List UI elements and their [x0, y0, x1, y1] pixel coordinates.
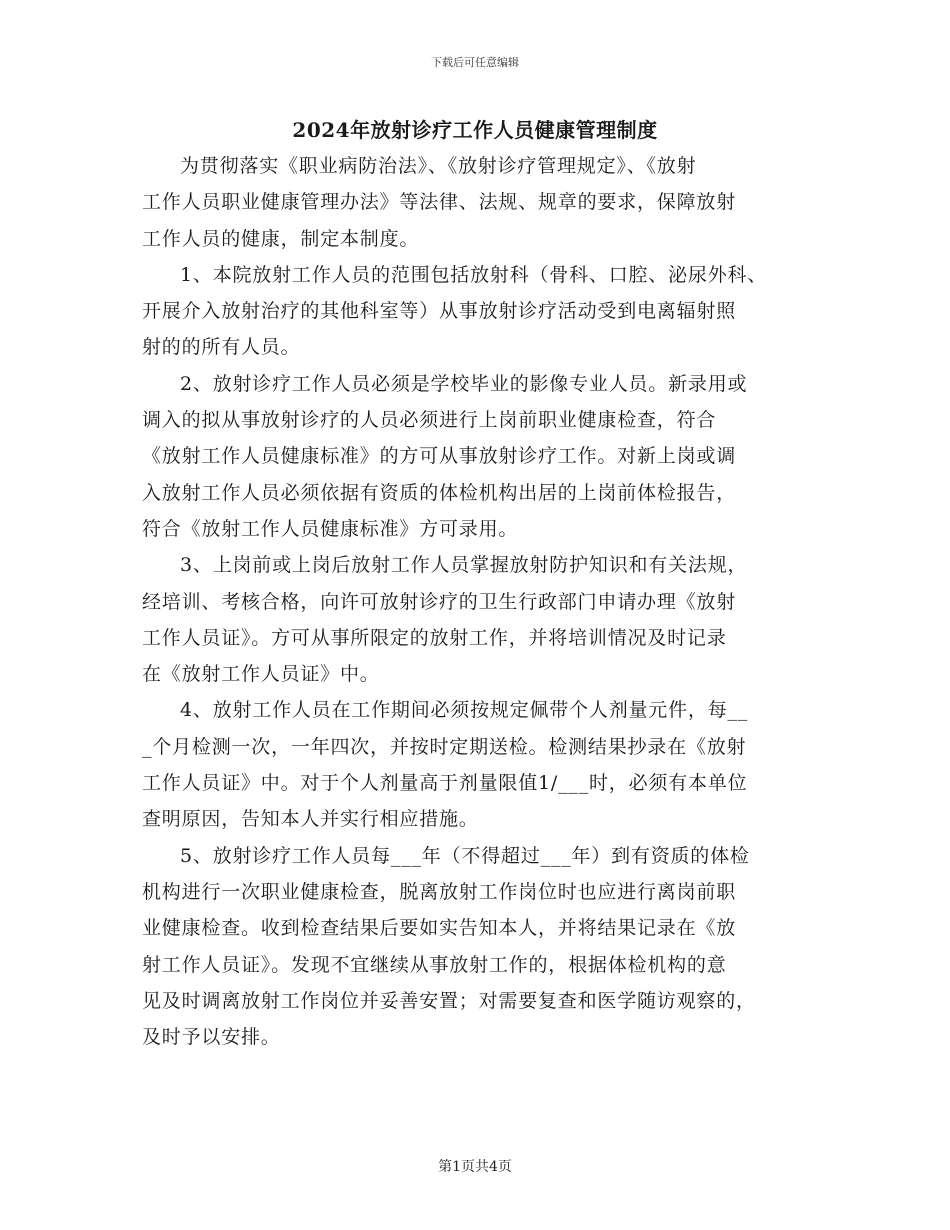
paragraph-item-1: [142, 257, 814, 366]
text-line: 开展介入放射治疗的其他科室等）从事放射诊疗活动受到电离辐射照: [142, 300, 737, 323]
text-line: 在《放射工作人员证》中。: [142, 663, 380, 686]
text-line: 射的的所有人员。: [142, 336, 301, 359]
text-line: 见及时调离放射工作岗位并妥善安置；对需要复查和医学随访观察的，: [142, 989, 756, 1012]
text-line: 4、放射工作人员在工作期间必须按规定佩带个人剂量元件，每__: [180, 699, 749, 722]
text-line: 查明原因，告知本人并实行相应措施。: [142, 808, 479, 831]
document-title: 2024年放射诊疗工作人员健康管理制度: [292, 118, 658, 142]
text-line: 机构进行一次职业健康检查，脱离放射工作岗位时也应进行离岗前职: [142, 880, 737, 903]
text-line: 工作人员证》中。对于个人剂量高于剂量限值1/___时，必须有本单位: [142, 772, 748, 795]
text-line: 业健康检查。收到检查结果后要如实告知本人，并将结果记录在《放: [142, 917, 737, 940]
text-line: 1、本院放射工作人员的范围包括放射科（骨科、口腔、泌尿外科、: [180, 263, 768, 286]
text-line: 5、放射诊疗工作人员每___年（不得超过___年）到有资质的体检: [180, 844, 750, 867]
paragraph-item-4: [142, 692, 814, 837]
paragraph-item-2: [142, 366, 814, 547]
text-line: 工作人员的健康，制定本制度。: [142, 227, 420, 250]
header-note: 下载后可任意编辑: [431, 56, 519, 69]
text-line: 工作人员职业健康管理办法》等法律、法规、规章的要求，保障放射: [142, 191, 737, 214]
text-line: 射工作人员证》。发现不宜继续从事放射工作的，根据体检机构的意: [142, 953, 727, 976]
text-line: 《放射工作人员健康标准》的方可从事放射诊疗工作。对新上岗或调: [142, 445, 737, 468]
text-line: 工作人员证》。方可从事所限定的放射工作，并将培训情况及时记录: [142, 626, 727, 649]
text-line: 2、放射诊疗工作人员必须是学校毕业的影像专业人员。新录用或: [180, 372, 748, 395]
paragraph-intro: [142, 148, 814, 257]
text-line: 经培训、考核合格，向许可放射诊疗的卫生行政部门申请办理《放射: [142, 590, 737, 613]
text-line: _个月检测一次，一年四次，并按时定期送检。检测结果抄录在《放射: [142, 735, 747, 758]
paragraph-item-3: [142, 547, 814, 692]
page-number-footer: 第1页共4页: [438, 1159, 512, 1175]
text-line: 为贯彻落实《职业病防治法》、《放射诊疗管理规定》、《放射: [180, 155, 697, 177]
paragraph-item-5: [142, 838, 814, 1056]
text-line: 符合《放射工作人员健康标准》方可录用。: [142, 517, 519, 540]
document-body: [142, 148, 814, 1055]
text-line: 及时予以安排。: [142, 1026, 281, 1049]
text-line: 入放射工作人员必须依据有资质的体检机构出居的上岗前体检报告，: [142, 481, 737, 504]
text-line: 3、上岗前或上岗后放射工作人员掌握放射防护知识和有关法规，: [180, 554, 748, 577]
text-line: 调入的拟从事放射诊疗的人员必须进行上岗前职业健康检查，符合: [142, 409, 717, 432]
